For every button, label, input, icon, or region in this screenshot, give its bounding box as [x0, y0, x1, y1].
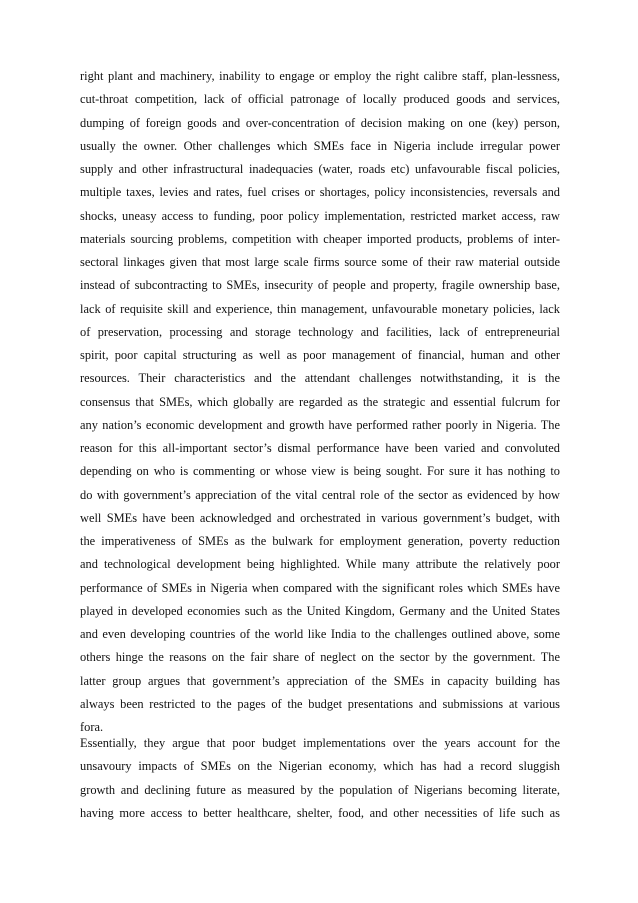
text-line: cut-throat competition, lack of official patronage of locally produced goods and services,: [80, 92, 560, 107]
text-line: any nation’s economic development and growth have performed rather poorly in Nigeria. The: [80, 417, 560, 432]
text-line: and technological development being highlighted. While many attribute the relatively poor: [80, 557, 560, 572]
text-line-last: fora.: [80, 720, 104, 734]
text-line: right plant and machinery, inability to engage or employ the right calibre staff, plan-lessness,: [80, 69, 560, 83]
text-line: resources. Their characteristics and the attendant challenges notwithstanding, it is the: [80, 371, 560, 386]
text-line: lack of requisite skill and experience, thin management, unfavourable monetary policies, lack: [80, 301, 560, 316]
text-line: spirit, poor capital structuring as well as poor management of financial, human and other: [80, 348, 560, 362]
text-line: growth and declining future as measured by the population of Nigerians becoming literate,: [80, 782, 560, 797]
text-line: performance of SMEs in Nigeria when compared with the significant roles which SMEs have: [80, 580, 560, 595]
text-line: the imperativeness of SMEs as the bulwark for employment generation, poverty reduction: [80, 534, 560, 548]
text-line: materials sourcing problems, competition with cheaper imported products, problems of inter-: [80, 231, 560, 246]
text-line: shocks, uneasy access to funding, poor policy implementation, restricted market access, raw: [80, 208, 560, 223]
text-line: supply and other infrastructural inadequacies (water, roads etc) unfavourable fiscal policies,: [80, 162, 560, 176]
text-line: latter group argues that government’s appreciation of the SMEs in capacity building has: [80, 673, 560, 688]
text-line: always been restricted to the pages of the budget presentations and submissions at various: [80, 696, 560, 711]
text-line: of preservation, processing and storage technology and facilities, lack of entrepreneurial: [80, 324, 560, 339]
paragraph-2: [80, 732, 560, 825]
text-line: played in developed economies such as the United Kingdom, Germany and the United States: [80, 603, 560, 618]
text-line: consensus that SMEs, which globally are regarded as the strategic and essential fulcrum for: [80, 394, 560, 409]
text-line: sectoral linkages given that most large scale firms source some of their raw material outside: [80, 255, 560, 269]
text-line: Essentially, they argue that poor budget implementations over the years account for the: [80, 736, 560, 750]
paragraph-1: [80, 65, 560, 739]
text-line: well SMEs have been acknowledged and orchestrated in various government’s budget, with: [80, 510, 560, 525]
text-line: instead of subcontracting to SMEs, insecurity of people and property, fragile ownership base,: [80, 278, 560, 293]
text-line: multiple taxes, levies and rates, fuel crises or shortages, policy inconsistencies, reversals and: [80, 185, 560, 200]
text-line: reason for this all-important sector’s dismal performance have been varied and convoluted: [80, 441, 560, 455]
text-line: and even developing countries of the world like India to the challenges outlined above, some: [80, 627, 560, 641]
text-line: others hinge the reasons on the fair share of neglect on the sector by the government. The: [80, 650, 560, 665]
text-line: having more access to better healthcare, shelter, food, and other necessities of life such as: [80, 805, 560, 820]
text-line: dumping of foreign goods and over-concentration of decision making on one (key) person,: [80, 115, 560, 130]
text-line: usually the owner. Other challenges which SMEs face in Nigeria include irregular power: [80, 138, 560, 153]
text-line: unsavoury impacts of SMEs on the Nigerian economy, which has had a record sluggish: [80, 759, 560, 774]
text-line: depending on who is commenting or whose view is being sought. For sure it has nothing to: [80, 464, 560, 479]
text-line: do with government’s appreciation of the vital central role of the sector as evidenced by how: [80, 487, 560, 502]
